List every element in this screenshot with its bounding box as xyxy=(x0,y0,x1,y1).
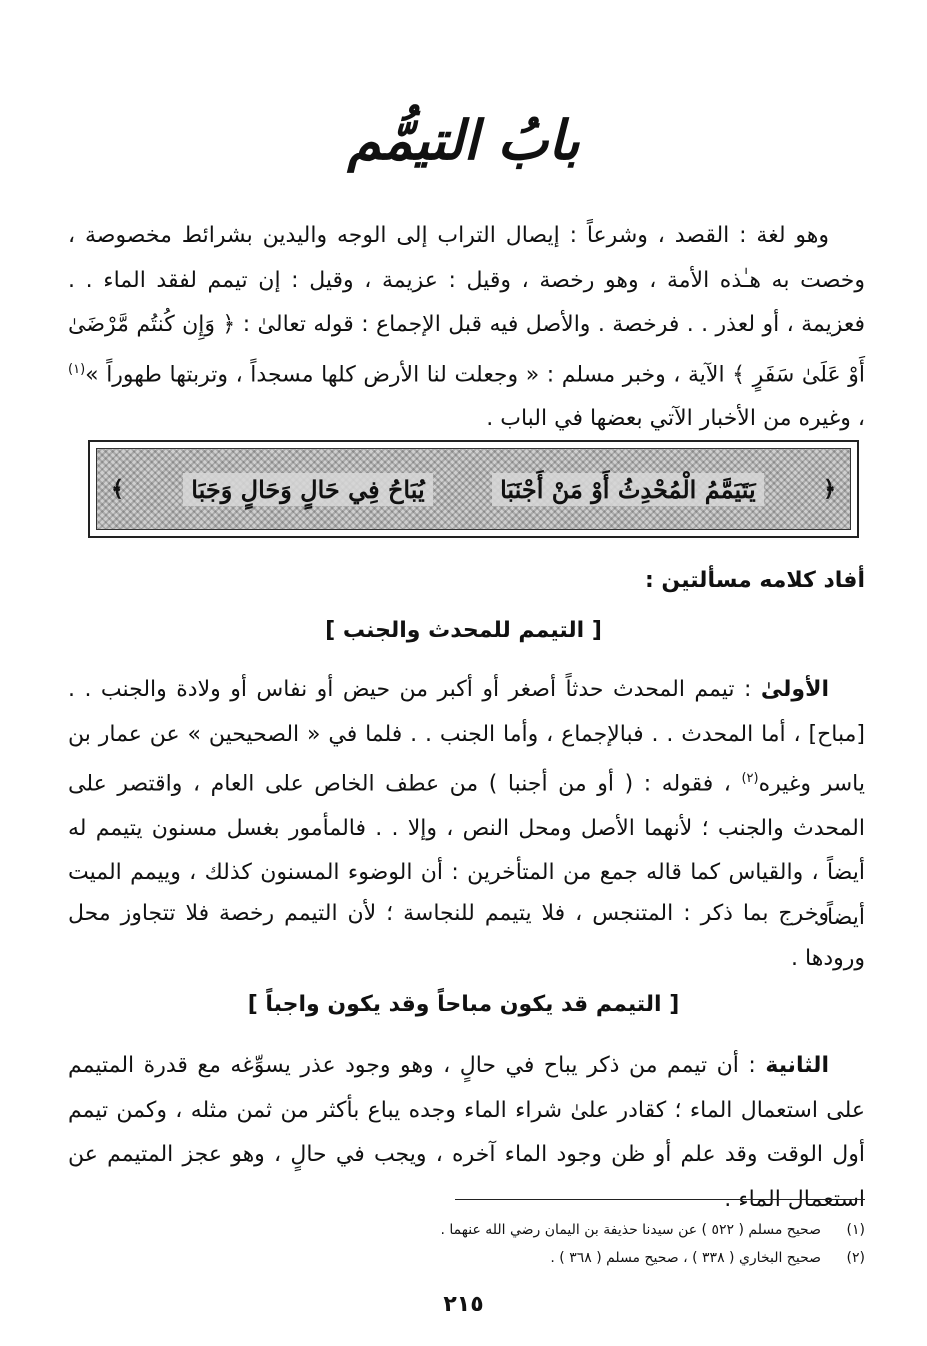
verse-hemistich-left: يُبَاحُ فِي حَالٍ وَحَالٍ وَجَبَا xyxy=(183,473,432,506)
verse-hemistich-right: يَتَيَمَّمُ الْمُحْدِثُ أَوْ مَنْ أَجْنَبَا xyxy=(492,473,764,506)
footnote-ref-1[interactable]: (١) xyxy=(68,361,86,377)
footnote-1 xyxy=(68,1216,865,1244)
verse-panel xyxy=(96,448,851,530)
footnote-divider xyxy=(455,1199,865,1200)
footnote-ref-2[interactable]: (٢) xyxy=(741,771,759,786)
section-heading-2: [ التيمم قد يكون مباحاً وقد يكون واجباً ] xyxy=(247,992,680,1017)
first-issue-text-a: : تيمم المحدث حدثاً أصغر أو أكبر من حيض أو نفاس أو ولادة والجنب . . [مباح] ، أما المحدث . . فبالإجماع ، وأما الجنب . . فلما في « الصحيحين » عن عمار بن ياسر وغيره xyxy=(68,677,866,797)
section-intro: أفاد كلامه مسألتين : xyxy=(644,568,865,593)
verse-close-bracket: ﴾ xyxy=(111,476,124,502)
second-issue-paragraph xyxy=(68,1044,865,1222)
intro-text: وهو لغة : القصد ، وشرعاً : إيصال التراب إلى الوجه واليدين بشرائط مخصوصة ، وخصت به هـٰذه الأمة ، وهو رخصة ، وقيل : عزيمة ، وقيل : إن تيمم لفقد الماء . . فعزيمة ، أو لعذر . . فرخصة . والأصل فيه قبل الإجماع : قوله تعالىٰ : ﴿ وَإِن كُنتُم مَّرْضَىٰ أَوْ عَلَىٰ سَفَرٍ ﴾ الآية ، وخبر مسلم : « وجعلت لنا الأرض كلها مسجداً ، وتربتها طهوراً » xyxy=(68,223,865,387)
page-number: ٢١٥ xyxy=(443,1292,484,1317)
footnote-text: صحيح البخاري ( ٣٣٨ ) ، صحيح مسلم ( ٣٦٨ ) . xyxy=(550,1250,821,1266)
second-issue-lead: الثانية xyxy=(765,1053,829,1078)
verse-open-bracket: ﴿ xyxy=(823,476,836,502)
footnote-number: (١) xyxy=(846,1222,865,1238)
exclusion-text: وخرج بما ذكر : المتنجس ، فلا يتيمم للنجاسة ؛ لأن التيمم رخصة فلا تتجاوز محل ورودها . xyxy=(68,901,865,971)
exclusion-paragraph xyxy=(68,892,865,981)
chapter-title: بابُ التيمُّم xyxy=(347,108,580,172)
second-issue-text: : أن تيمم من ذكر يباح في حالٍ ، وهو وجود عذر يسوِّغه مع قدرة المتيمم على استعمال الماء ؛ كقادر علىٰ شراء الماء وجده يباع بأكثر من ثمن مثله ، وكمن تيمم أول الوقت وقد علم أو ظن وجود الماء آخره ، ويجب في حالٍ ، وهو عجز المتيمم عن استعمال الماء . xyxy=(68,1053,865,1212)
footnote-2 xyxy=(68,1244,865,1272)
footnote-number: (٢) xyxy=(846,1250,865,1266)
verse-frame xyxy=(88,440,859,538)
first-issue-lead: الأولىٰ xyxy=(760,677,829,702)
footnotes xyxy=(68,1216,865,1272)
section-heading-1: [ التيمم للمحدث والجنب ] xyxy=(325,618,602,643)
intro-tail: ، وغيره من الأخبار الآتي بعضها في الباب . xyxy=(486,406,865,432)
footnote-text: صحيح مسلم ( ٥٢٢ ) عن سيدنا حذيفة بن اليمان رضي الله عنهما . xyxy=(440,1222,821,1238)
first-issue-text-b: ، فقوله : ( أو من أجنبا ) من عطف الخاص على العام ، واقتصر على المحدث والجنب ؛ لأنهما الأصل ومحل النص ، وإلا . . فالمأمور بغسل مسنون يتيمم له أيضاً ، والقياس كما قاله جمع من المتأخرين : أن الوضوء المسنون كذلك ، وييمم الميت أيضاً . xyxy=(68,771,865,930)
intro-paragraph xyxy=(68,214,865,442)
